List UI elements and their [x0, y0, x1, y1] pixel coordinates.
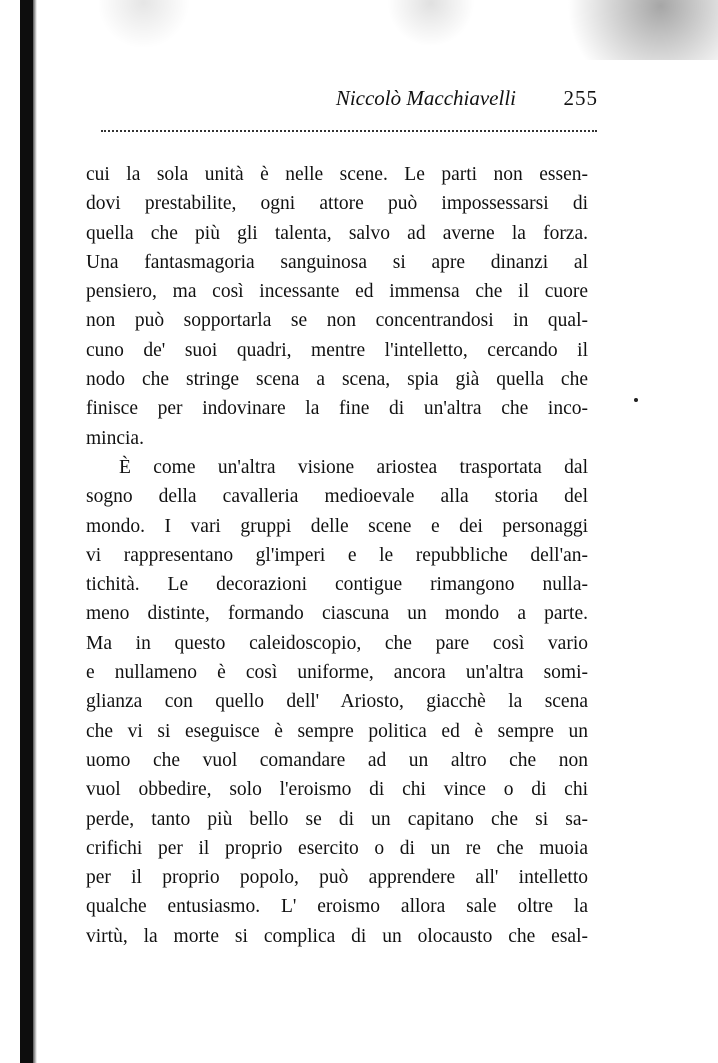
text-line: uomo che vuol comandare ad un altro che non — [86, 749, 588, 771]
text-line: cui la sola unità è nelle scene. Le parti non essen- — [86, 164, 588, 185]
text-line: Una fantasmagoria sanguinosa si apre dinanzi al — [86, 251, 588, 273]
text-line: sogno della cavalleria medioevale alla storia del — [86, 486, 588, 508]
text-line: crifichi per il proprio esercito o di un re che muoia — [86, 837, 588, 859]
text-line: cuno de' suoi quadri, mentre l'intelletto, cercando il — [86, 339, 588, 361]
page-body — [86, 160, 588, 951]
text-line: virtù, la morte si complica di un olocausto che esal- — [86, 925, 588, 947]
paragraph — [86, 160, 588, 453]
page-top-noise — [0, 0, 718, 60]
text-line: non può sopportarla se non concentrandosi in qual- — [86, 310, 588, 332]
text-line: qualche entusiasmo. L' eroismo allora sale oltre la — [86, 896, 588, 918]
paragraph — [86, 453, 588, 951]
text-line: nodo che stringe scena a scena, spia già quella che — [86, 369, 588, 391]
page-header — [86, 86, 598, 118]
book-spine-shadow — [33, 0, 37, 1063]
text-line: che vi si eseguisce è sempre politica ed è sempre un — [86, 720, 588, 742]
text-line: e nullameno è così uniforme, ancora un'altra somi- — [86, 662, 588, 684]
text-line: vi rappresentano gl'imperi e le repubbliche dell'an- — [86, 544, 588, 566]
header-rule — [101, 130, 597, 132]
text-line: mondo. I vari gruppi delle scene e dei personaggi — [86, 515, 588, 537]
text-line: pensiero, ma così incessante ed immensa che il cuore — [86, 281, 588, 303]
text-line: vuol obbedire, solo l'eroismo di chi vince o di chi — [86, 779, 588, 801]
text-line: mincia. — [86, 427, 144, 449]
text-line: glianza con quello dell' Ariosto, giacchè la scena — [86, 691, 588, 713]
text-line: tichità. Le decorazioni contigue rimangono nulla- — [86, 574, 588, 596]
text-line: per il proprio popolo, può apprendere all' intelletto — [86, 867, 588, 889]
text-line: È come un'altra visione ariostea trasportata dal — [119, 456, 588, 478]
running-head: Niccolò Macchiavelli — [335, 86, 516, 110]
page-number: 255 — [563, 86, 598, 110]
text-line: Ma in questo caleidoscopio, che pare così vario — [86, 632, 588, 654]
print-speck — [634, 398, 638, 402]
text-line: quella che più gli talenta, salvo ad averne la forza. — [86, 222, 588, 244]
book-spine-edge — [20, 0, 33, 1063]
text-line: dovi prestabilite, ogni attore può impossessarsi di — [86, 193, 588, 215]
text-line: meno distinte, formando ciascuna un mondo a parte. — [86, 603, 588, 625]
text-line: finisce per indovinare la fine di un'altra che inco- — [86, 398, 588, 420]
text-line: perde, tanto più bello se di un capitano che si sa- — [86, 808, 588, 830]
